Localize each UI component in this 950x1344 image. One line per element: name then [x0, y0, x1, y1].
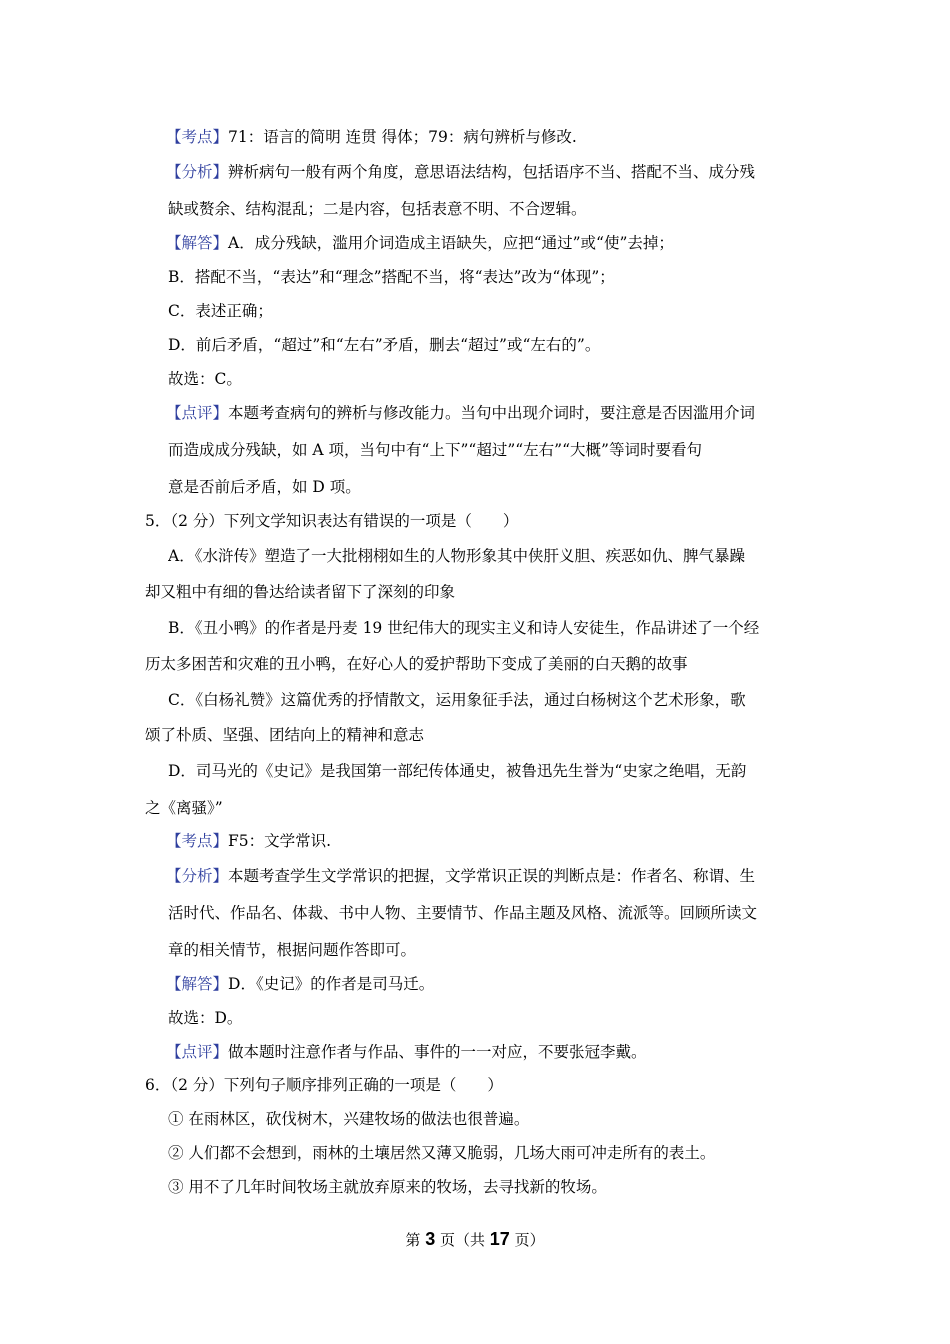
total-page-number: 17 [489, 1229, 510, 1249]
q5-fenxi-text-1: 本题考查学生文学常识的把握，文学常识正误的判断点是：作者名、称谓、生 [228, 867, 756, 885]
q5-jieda-line [166, 973, 810, 995]
q5-option-c-1: C．《白杨礼赞》这篇优秀的抒情散文，运用象征手法，通过白杨树这个艺术形象，歌 [168, 691, 746, 709]
q5-option-d-2: 之《离骚》” [145, 799, 223, 817]
kaodian-tag: 【考点】 [166, 128, 229, 146]
q4-kaodian-text: 71：语言的简明 连贯 得体；79：病句辨析与修改. [228, 128, 577, 146]
footer-prefix: 第 [405, 1231, 426, 1249]
q4-dianping-text-1: 本题考查病句的辨析与修改能力。当句中出现介词时，要注意是否因滥用介词 [228, 404, 756, 422]
dianping-tag: 【点评】 [166, 1043, 229, 1061]
q4-fenxi-text-2: 缺或赘余、结构混乱；二是内容，包括表意不明、不合逻辑。 [168, 200, 587, 218]
dianping-tag: 【点评】 [166, 404, 229, 422]
q4-option-c: C．表述正确； [168, 302, 273, 320]
q5-stem: 5．（2 分）下列文学知识表达有错误的一项是（ ） [145, 512, 519, 530]
q5-option-b-2: 历太多困苦和灾难的丑小鸭，在好心人的爱护帮助下变成了美丽的白天鹅的故事 [145, 655, 688, 673]
jieda-tag: 【解答】 [166, 975, 229, 993]
kaodian-tag: 【考点】 [166, 832, 229, 850]
q5-kaodian-line [166, 830, 810, 852]
fenxi-tag: 【分析】 [166, 867, 229, 885]
q6-sentence-1: ① 在雨林区，砍伐树木，兴建牧场的做法也很普遍。 [168, 1110, 530, 1128]
q6-stem: 6．（2 分）下列句子顺序排列正确的一项是（ ） [145, 1076, 503, 1094]
q6-sentence-3: ③ 用不了几年时间牧场主就放弃原来的牧场，去寻找新的牧场。 [168, 1178, 607, 1196]
q5-jieda-text: D．《史记》的作者是司马迁。 [228, 975, 435, 993]
current-page-number: 3 [425, 1229, 436, 1249]
page-footer [0, 1228, 950, 1251]
q5-option-a-1: A．《水浒传》塑造了一大批栩栩如生的人物形象其中侠肝义胆、疾恶如仇、脾气暴躁 [168, 547, 745, 565]
q6-sentence-2: ② 人们都不会想到，雨林的土壤居然又薄又脆弱，几场大雨可冲走所有的表土。 [168, 1144, 716, 1162]
q4-dianping-text-3: 意是否前后矛盾，如 D 项。 [168, 478, 361, 496]
fenxi-tag: 【分析】 [166, 163, 229, 181]
q4-option-d: D．前后矛盾，“超过”和“左右”矛盾，删去“超过”或“左右的”。 [168, 336, 601, 354]
q4-option-b: B．搭配不当，“表达”和“理念”搭配不当，将“表达”改为“体现”； [168, 268, 615, 286]
q5-fenxi-text-3: 章的相关情节，根据问题作答即可。 [168, 941, 417, 959]
jieda-tag: 【解答】 [166, 234, 229, 252]
q4-fenxi-line [166, 161, 810, 183]
q4-guxuan: 故选：C。 [168, 370, 242, 388]
q4-jieda-line [166, 232, 810, 254]
q5-dianping-text: 做本题时注意作者与作品、事件的一一对应，不要张冠李戴。 [228, 1043, 647, 1061]
q5-option-c-2: 颂了朴质、坚强、团结向上的精神和意志 [145, 726, 425, 744]
q5-option-a-2: 却又粗中有细的鲁达给读者留下了深刻的印象 [145, 583, 456, 601]
footer-suffix: 页） [509, 1231, 545, 1249]
q4-fenxi-text-1: 辨析病句一般有两个角度，意思语法结构，包括语序不当、搭配不当、成分残 [228, 163, 756, 181]
q5-guxuan: 故选：D。 [168, 1009, 243, 1027]
footer-middle: 页（共 [435, 1231, 490, 1249]
q5-kaodian-text: F5：文学常识. [228, 832, 332, 850]
q5-option-d-1: D．司马光的《史记》是我国第一部纪传体通史，被鲁迅先生誉为“史家之绝唱，无韵 [168, 762, 747, 780]
q5-fenxi-text-2: 活时代、作品名、体裁、书中人物、主要情节、作品主题及风格、流派等。回顾所读文 [168, 904, 758, 922]
q5-option-b-1: B．《丑小鸭》的作者是丹麦 19 世纪伟大的现实主义和诗人安徒生，作品讲述了一个经 [168, 619, 760, 637]
q4-jieda-text: A．成分残缺，滥用介词造成主语缺失，应把“通过”或“使”去掉； [228, 234, 674, 252]
q5-fenxi-line [166, 865, 810, 887]
q4-dianping-line [166, 402, 810, 424]
q4-kaodian-line [166, 126, 810, 148]
q4-dianping-text-2: 而造成成分残缺，如 A 项，当句中有“上下”“超过”“左右”“大概”等词时要看句 [168, 441, 702, 459]
q5-dianping-line [166, 1041, 810, 1063]
